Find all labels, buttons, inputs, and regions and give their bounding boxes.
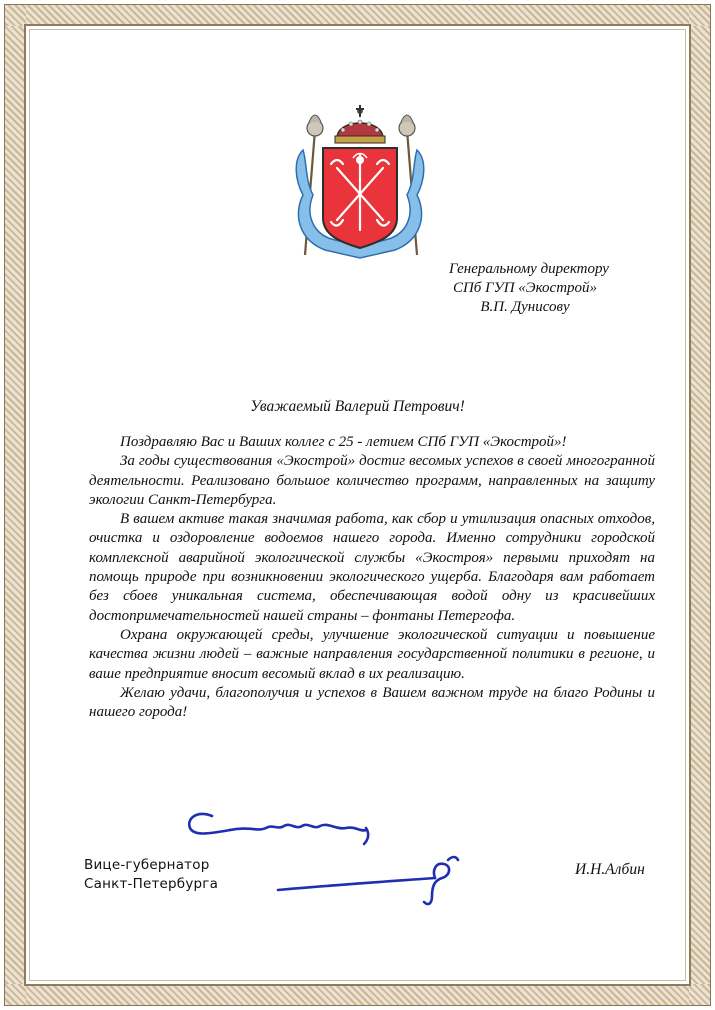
signatory-name: И.Н.Албин [575,861,645,878]
signatory-position-line2: Санкт-Петербурга [84,876,219,892]
paragraph: В вашем активе такая значимая работа, как сбор и утилизация опасных отходов, очистка и оздоровление водоемов нашего города. Именно сотрудники городской комплексной аварийной экологической службы «Экостроя» первыми приходят на помощь природе при возникновении экологического ущерба. Благодаря вам работает без сбоев уникальная система, обеспечивающая водой одну из красивейших достопримечательностей нашей страны – фонтаны Петергофа. [89,511,655,624]
paragraph: За годы существования «Экострой» достиг весомых успехов в своей многогранной деятельности. Реализовано большое количество программ, направленных на защиту экологии Санкт-Петербурга. [89,453,655,508]
signatory-position-line1: Вице-губернатор [84,857,210,873]
letter-body [89,433,655,722]
paragraph: Охрана окружающей среды, улучшение экологической ситуации и повышение качества жизни людей – важные направления государственной политики в регионе, и ваше предприятие вносит весомый вклад в их реализацию. [89,626,655,682]
paragraph: Желаю удачи, благополучия и успехов в Вашем важном труде на благо Родины и нашего города! [89,684,655,721]
addressee-position: Генеральному директору [449,261,609,277]
paragraph: Поздравляю Вас и Ваших коллег с 25 - летием СПб ГУП «Экострой»! [120,434,567,450]
signatory-position [84,856,284,894]
addressee-block [400,260,650,317]
salutation: Уважаемый Валерий Петрович! [250,398,465,415]
addressee-name: В.П. Дунисову [480,299,570,315]
saint-petersburg-coat-of-arms-icon [285,100,435,265]
addressee-organization: СПб ГУП «Экострой» [452,280,598,296]
